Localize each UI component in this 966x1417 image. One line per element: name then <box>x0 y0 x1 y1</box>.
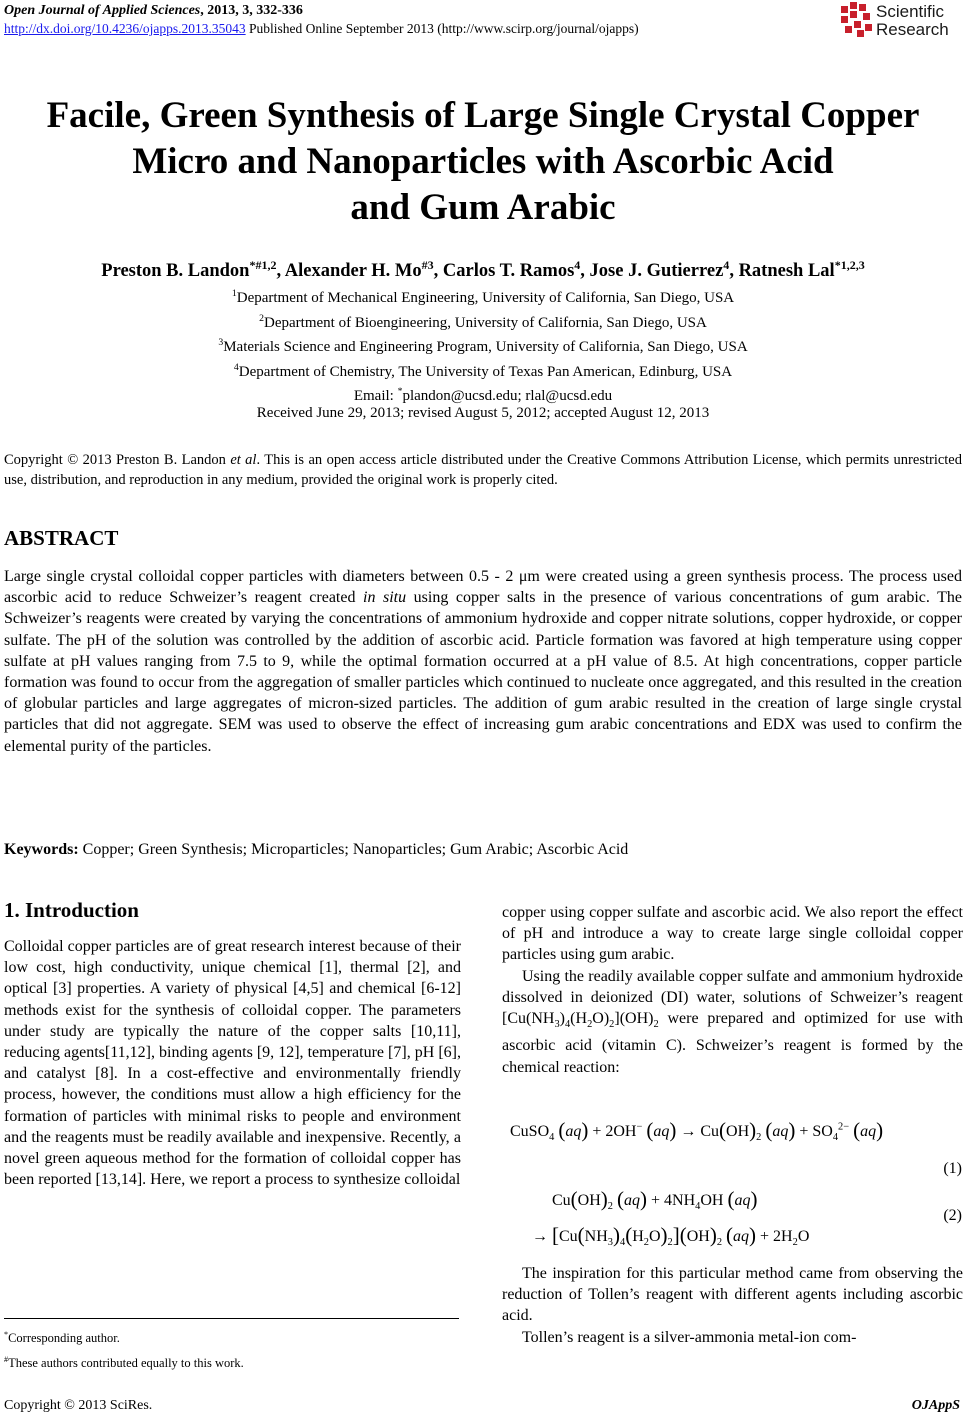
paragraph: Using the readily available copper sulfate and ammonium hydroxide dissolved in deionized (DI) water, solutions of Schweizer’s reagent $[Cu(NH_3)_4(H_2O)_2](OH)_2$ were prepared and optimized for use with ascorbic acid (vitamin C). Schweizer’s reagent is formed by the chemical reaction: <box>502 967 963 1076</box>
equation-number: (2) <box>943 1207 962 1224</box>
published-info: Published Online September 2013 (http://www.scirp.org/journal/ojapps) <box>245 21 639 36</box>
footnotes <box>4 1324 244 1374</box>
received-dates: Received June 29, 2013; revised August 5, 2012; accepted August 12, 2013 <box>256 405 710 421</box>
copyright-notice: Copyright © 2013 Preston B. Landon et al. This is an open access article distributed under the Creative Commons Attribution License, which permits unrestricted use, distribution, and reproduction in any medium, provided the original work is properly cited. <box>4 452 962 488</box>
author: Ratnesh Lal$^{*1,2,3}$ <box>738 258 865 282</box>
intro-right-column-continued <box>502 1263 963 1348</box>
author: Alexander H. Mo$^{\#3}$, <box>284 258 443 282</box>
abstract-text: Large single crystal colloidal copper particles with diameters between 0.5 - 2 μm were created using a green synthesis process. The process used ascorbic acid to reduce Schweizer’s reagent created in situ using copper salts in the presence of various concentrations of gum arabic. The Schweizer’s reagents were created by varying the concentrations of ammonium hydroxide and copper nitrate solutions, copper hydroxide, or copper sulfate. The pH of the solution was controlled by the addition of ascorbic acid. Particle formation was favored at high temperature using copper sulfate at pH values ranging from 7.5 to 9, while the optimal formation occurred at a pH value of 8.5. At high concentrations, copper particle formation was found to occur from the aggregation of smaller particles which continued to nucleate once aggregated, and this resulted in the creation of globular particles and large aggregates of micron-sized particles. The addition of gum arabic resulted in the creation of large single crystal particles that did not aggregate. SEM was used to observe the effect of increasing gum arabic concentrations and EDX was used to confirm the elemental purity of the particles. <box>4 568 962 755</box>
abstract-heading: ABSTRACT <box>4 526 119 550</box>
equation-1: CuSO$_4$ (aq) + 2OH− $(aq) \to Cu(OH)_2$ $(aq) + SO_4^{2-}$ (aq) <box>510 1118 884 1144</box>
equation-2-line1: $Cu(OH)_2$ $(aq) + 4NH_4OH$ (aq) <box>552 1187 758 1213</box>
doi-line <box>4 21 639 37</box>
journal-volume: , 2013, 3, 332-336 <box>200 3 303 18</box>
affiliation: $^4$Department of Chemistry, The University of Texas Pan American, Edinburg, USA <box>233 361 733 380</box>
doi-link[interactable]: http://dx.doi.org/10.4236/ojapps.2013.35043 <box>4 21 246 36</box>
intro-left-column: Colloidal copper particles are of great research interest because of their low cost, high conductivity, unique chemical [1], thermal [2], and optical [3] properties. A variety of physical [4,5] and chemical [6-12] methods exist for the synthesis of colloidal copper. The parameters under study are typically the nature of the copper salts [10,11], reducing agents[11,12], binding agents [9, 12], temperature [7], pH [6], and catalyst [8]. In a cost-effective and environmentally friendly process, however, the conditions must allow a high efficiency for the formation of particles with minimal risks to people and environment and the reagents must be readily available and inexpensive. Recently, a novel green aqueous method for the formation of colloidal copper has been reported [13,14]. Here, we report a process to synthesize colloidal <box>4 938 461 1189</box>
journal-header <box>4 3 303 19</box>
schweizer-formula: $[Cu(NH_3)_4(H_2O)_2](OH)_2$ <box>502 1010 659 1031</box>
section-heading-introduction: 1. Introduction <box>4 898 139 922</box>
email-address[interactable]: plandon@ucsd.edu; rlal@ucsd.edu <box>402 388 613 405</box>
author: Jose J. Gutierrez$^4$, <box>589 258 739 282</box>
scirp-logo <box>838 2 960 42</box>
affiliation: $^2$Department of Bioengineering, University of California, San Diego, USA <box>259 312 707 331</box>
author: Carlos T. Ramos$^4$, <box>442 258 590 282</box>
footnote-corresponding: *Corresponding author. <box>4 1330 120 1346</box>
footer-copyright: Copyright © 2013 SciRes. <box>4 1398 153 1413</box>
paper-title: Facile, Green Synthesis of Large Single Crystal Copper Micro and Nanoparticles with Ascorbic Acid and Gum Arabic <box>46 95 920 228</box>
equation-2-line2: → $[Cu(NH_3)_4(H_2O)_2](OH)_2$ $(aq) + 2H_2O$ <box>532 1223 810 1249</box>
email-line: Email: *plandon@ucsd.edu; rlal@ucsd.edu <box>353 386 613 405</box>
footnote-equal-contribution: #These authors contributed equally to this work. <box>4 1355 244 1371</box>
logo-mark-icon <box>838 2 874 38</box>
affiliation: $^3$Materials Science and Engineering Program, University of California, San Diego, USA <box>218 337 748 356</box>
equation-number: (1) <box>943 1160 962 1177</box>
intro-right-column <box>502 902 963 1078</box>
affiliations <box>0 284 966 407</box>
paragraph: Tollen’s reagent is a silver-ammonia metal-ion com- <box>522 1328 857 1346</box>
author-list <box>0 258 966 282</box>
logo-text: Scientific Research <box>876 2 949 39</box>
paragraph: copper using copper sulfate and ascorbic acid. We also report the effect of pH and introduce a way to create large single colloidal copper particles using gum arabic. <box>502 904 963 964</box>
journal-name: Open Journal of Applied Sciences <box>4 3 201 18</box>
affiliation: $^1$Department of Mechanical Engineering, University of California, San Diego, USA <box>231 288 735 306</box>
footnote-divider <box>4 1318 459 1319</box>
paragraph: The inspiration for this particular method came from observing the reduction of Tollen’s reagent with different agents including ascorbic acid. <box>502 1265 963 1325</box>
keywords: Keywords: Copper; Green Synthesis; Microparticles; Nanoparticles; Gum Arabic; Ascorbic Acid <box>4 841 629 858</box>
footer-journal-abbr: OJAppS <box>911 1398 960 1413</box>
author: Preston B. Landon$^{*\#1,2}$, <box>101 258 285 282</box>
